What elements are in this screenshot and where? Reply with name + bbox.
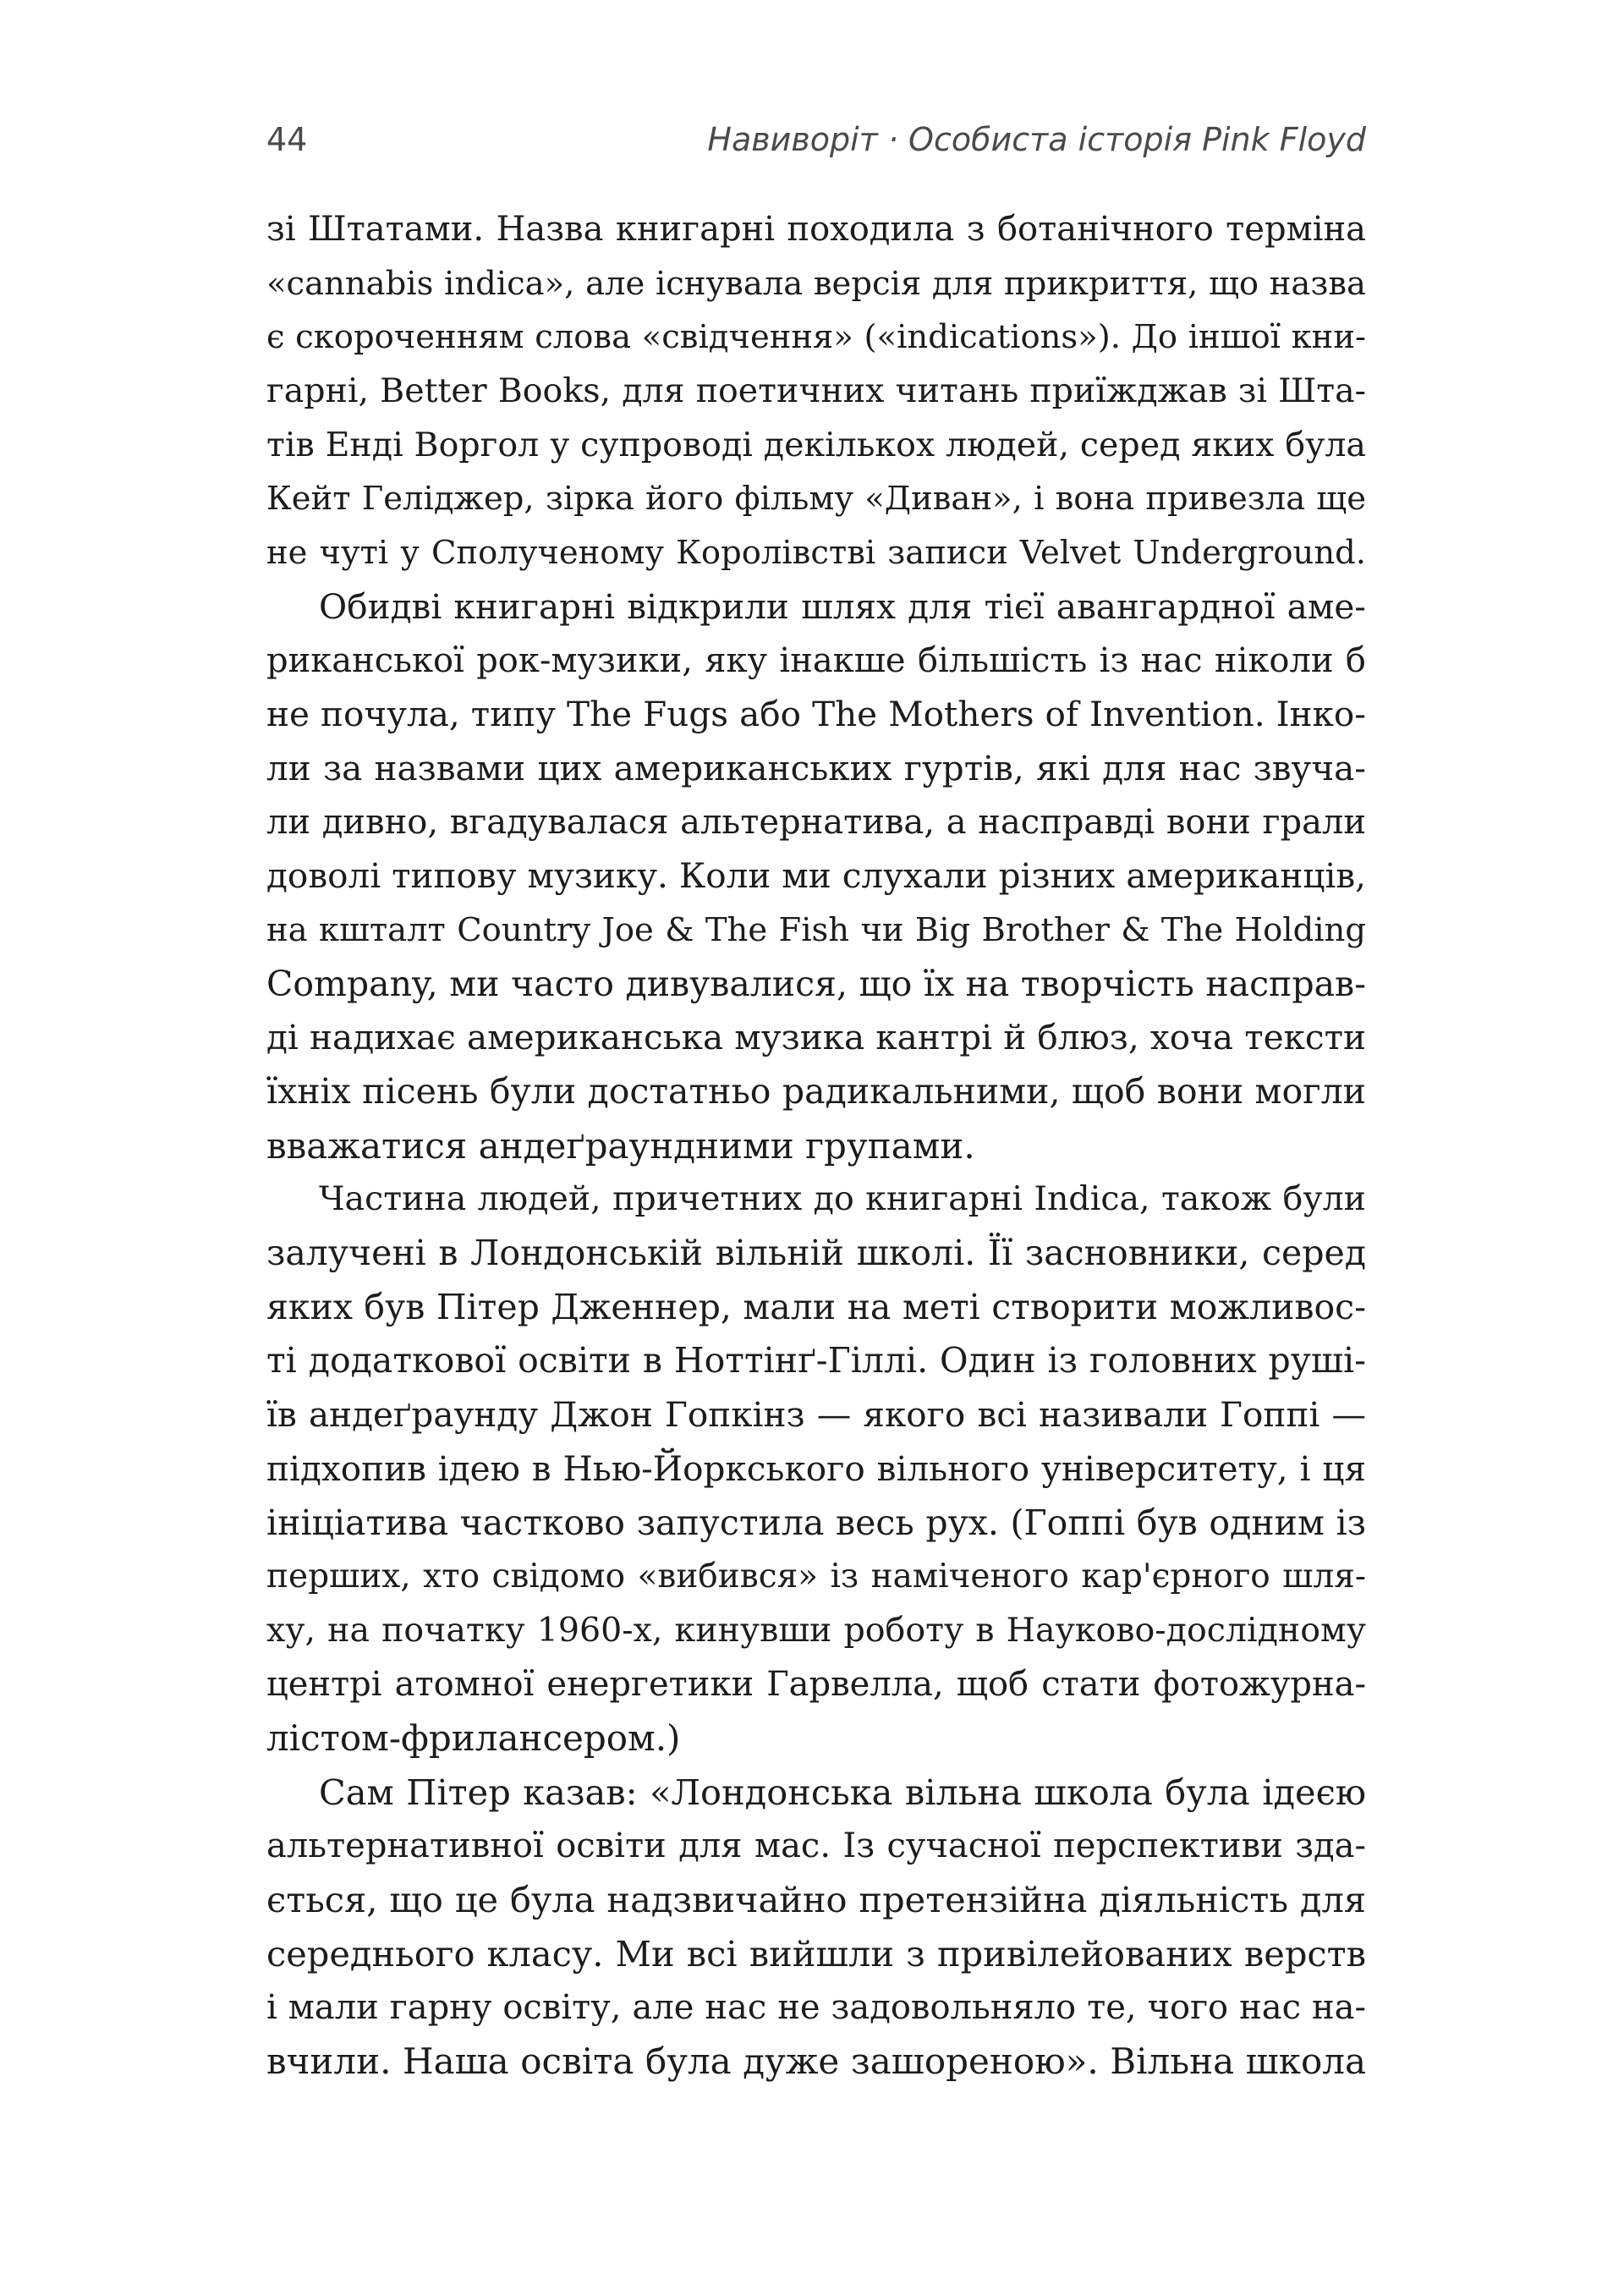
text-line: їхніх пісень були достатньо радикальними, щоб вони могли <box>266 1071 1366 1112</box>
text-line: вчили. Наша освіта була дуже зашореною». Вільна школа <box>266 2041 1366 2083</box>
text-line: лістом-фрилансером.) <box>266 1717 681 1760</box>
text-line: не почула, типу The Fugs або The Mothers of Invention. Інко- <box>266 694 1366 735</box>
text-line: на кшталт Country Joe & The Fish чи Big Brother & The Holding <box>266 910 1366 949</box>
text-line: Обидві книгарні відкрили шлях для тієї авангардної аме- <box>319 585 1366 627</box>
text-line: Кейт Геліджер, зірка його фільму «Диван», і вона привезла ще <box>266 480 1366 519</box>
text-line: ли за назвами цих американських гуртів, які для нас звуча- <box>266 747 1366 788</box>
text-line: гарні, Better Books, для поетичних читань приїжджав зі Шта- <box>266 371 1366 411</box>
text-line: доволі типову музику. Коли ми слухали різних американців, <box>266 855 1366 897</box>
text-line: перших, хто свідомо «вибився» із наміченого кар'єрного шля- <box>266 1557 1366 1596</box>
text-line: Company, ми часто дивувалися, що їх на творчість насправ- <box>266 963 1366 1004</box>
page-number: 44 <box>266 121 308 158</box>
text-line: вважатися андеґраундними групами. <box>266 1124 975 1167</box>
text-line: Частина людей, причетних до книгарні Indica, також були <box>319 1179 1366 1219</box>
text-line: ініціатива частково запустила весь рух. (Гоппі був одним із <box>266 1502 1366 1543</box>
text-line: яких був Пітер Дженнер, мали на меті створити можливос- <box>266 1286 1366 1327</box>
text-line: ли дивно, вгадувалася альтернатива, а насправді вони грали <box>266 802 1366 842</box>
paragraph <box>266 1173 1366 1766</box>
text-line: зі Штатами. Назва книгарні походила з ботанічного терміна <box>266 210 1366 249</box>
paragraph <box>266 1766 1366 2089</box>
text-line: центрі атомної енергетики Гарвелла, щоб стати фотожурна- <box>266 1664 1366 1704</box>
text-line: альтернативної освіти для мас. Із сучасної перспективи зда- <box>266 1826 1366 1865</box>
text-line: «cannabis indica», але існувала версія для прикриття, що назва <box>266 264 1366 303</box>
text-line: риканської рок-музики, яку інакше більшість із нас ніколи б <box>266 640 1366 680</box>
paragraph <box>266 580 1366 1173</box>
text-line: ті додаткової освіти в Ноттінґ-Гіллі. Один із головних руші- <box>266 1340 1366 1381</box>
text-line: підхопив ідею в Нью-Йоркського вільного університету, і ця <box>266 1447 1366 1489</box>
text-line: тів Енді Воргол у супроводі декількох людей, серед яких була <box>266 425 1366 464</box>
text-line: Сам Пітер казав: «Лондонська вільна школа була ідеєю <box>319 1771 1366 1813</box>
text-line: ді надихає американська музика кантрі й блюз, хоча тексти <box>266 1017 1366 1058</box>
text-line: ється, що це була надзвичайно претензійна діяльність для <box>266 1879 1366 1921</box>
text-line: середнього класу. Ми всі вийшли з привілейованих верств <box>266 1933 1366 1975</box>
text-line: залучені в Лондонській вільній школі. Її засновники, серед <box>266 1233 1366 1274</box>
running-title: Навиворіт · Особиста історія Pink Floyd <box>707 121 1366 158</box>
body-text <box>266 203 1366 2089</box>
text-line: їв андеґраунду Джон Гопкінз — якого всі називали Гоппі — <box>266 1394 1366 1436</box>
text-line: ху, на початку 1960-х, кинувши роботу в Науково-дослідному <box>266 1610 1366 1650</box>
running-header <box>266 110 1366 169</box>
paragraph <box>266 203 1366 580</box>
text-line: не чуті у Сполученому Королівстві записи Velvet Underground. <box>266 534 1366 573</box>
text-line: є скороченням слова «свідчення» («indications»). До іншої кни- <box>266 318 1366 357</box>
text-line: і мали гарну освіту, але нас не задовольняло те, чого нас на- <box>266 1987 1366 2027</box>
